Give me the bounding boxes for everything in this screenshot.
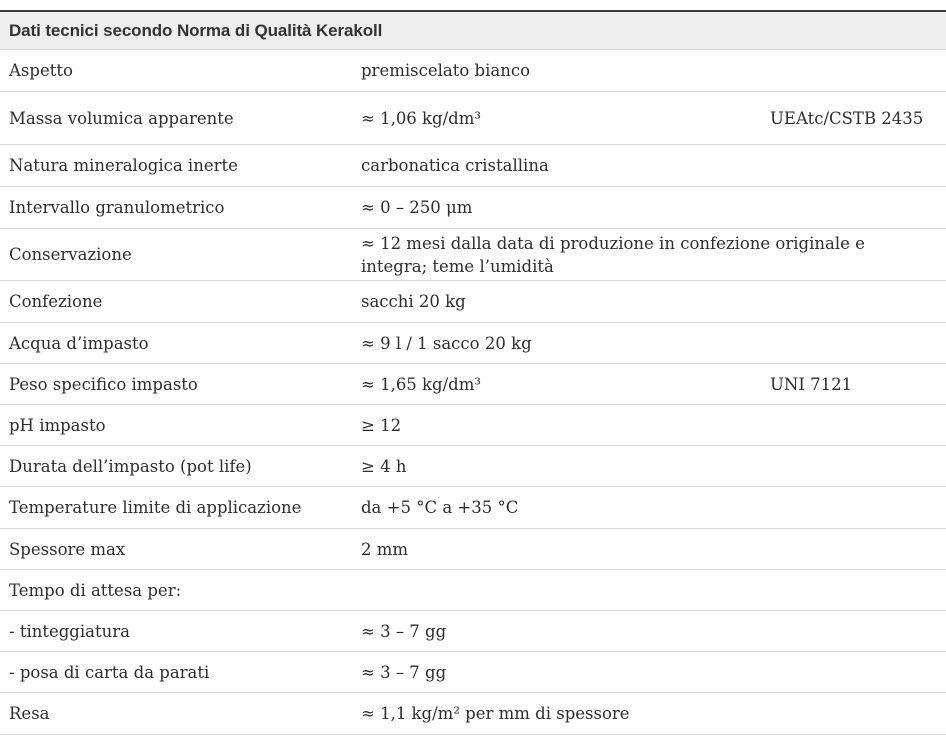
row-label: pH impasto	[9, 415, 106, 435]
row-value: 2 mm	[361, 539, 409, 559]
row-value: ≥ 12	[361, 415, 402, 435]
row-label: Conservazione	[9, 245, 132, 264]
table-row	[0, 405, 946, 446]
row-value: ≈ 12 mesi dalla data di produzione in confezione originale e integra; teme l’umidità	[361, 233, 865, 276]
row-value: ≈ 3 – 7 gg	[361, 662, 447, 682]
table-row	[0, 281, 946, 323]
row-label: Aspetto	[9, 61, 73, 80]
row-label: Temperature limite di applicazione	[9, 498, 302, 517]
row-label: Durata dell’impasto (pot life)	[9, 456, 252, 476]
table-row	[0, 652, 946, 693]
table-row	[0, 323, 946, 364]
row-label: Peso specifico impasto	[9, 374, 198, 394]
table-row	[0, 446, 946, 487]
row-reference: UNI 7121	[770, 374, 853, 394]
row-label: Confezione	[9, 292, 103, 311]
row-value: ≈ 0 – 250 μm	[361, 198, 473, 217]
row-label: Natura mineralogica inerte	[9, 156, 238, 175]
row-label: Spessore max	[9, 539, 126, 559]
table-row	[0, 487, 946, 529]
row-label: - posa di carta da parati	[9, 662, 210, 682]
row-value: ≈ 1,06 kg/dm³	[361, 108, 481, 128]
table-row	[0, 693, 946, 735]
row-reference: UEAtc/CSTB 2435	[770, 108, 924, 128]
table-row	[0, 611, 946, 652]
row-value: ≈ 1,1 kg/m² per mm di spessore	[361, 704, 630, 723]
row-value: ≈ 9 l / 1 sacco 20 kg	[361, 333, 532, 353]
row-label: Acqua d’impasto	[9, 333, 149, 353]
table-row	[0, 145, 946, 187]
row-label: Resa	[9, 704, 50, 723]
table-header	[0, 12, 946, 50]
table-row	[0, 529, 946, 570]
table-row	[0, 364, 946, 405]
row-label: Intervallo granulometrico	[9, 198, 225, 217]
row-label: Tempo di attesa per:	[9, 580, 182, 600]
row-value: carbonatica cristallina	[361, 156, 549, 175]
row-label: - tinteggiatura	[9, 621, 130, 641]
row-value: premiscelato bianco	[361, 61, 531, 80]
row-value: ≈ 1,65 kg/dm³	[361, 374, 481, 394]
table-title: Dati tecnici secondo Norma di Qualità Kerakoll	[9, 21, 383, 40]
row-value: ≥ 4 h	[361, 456, 407, 476]
table-row	[0, 50, 946, 92]
table-row	[0, 229, 946, 281]
table-row	[0, 187, 946, 229]
row-value: ≈ 3 – 7 gg	[361, 621, 447, 641]
row-label: Massa volumica apparente	[9, 108, 234, 128]
row-value: da +5 °C a +35 °C	[361, 498, 519, 517]
table-row	[0, 570, 946, 611]
table-row	[0, 92, 946, 145]
row-value: sacchi 20 kg	[361, 292, 466, 311]
